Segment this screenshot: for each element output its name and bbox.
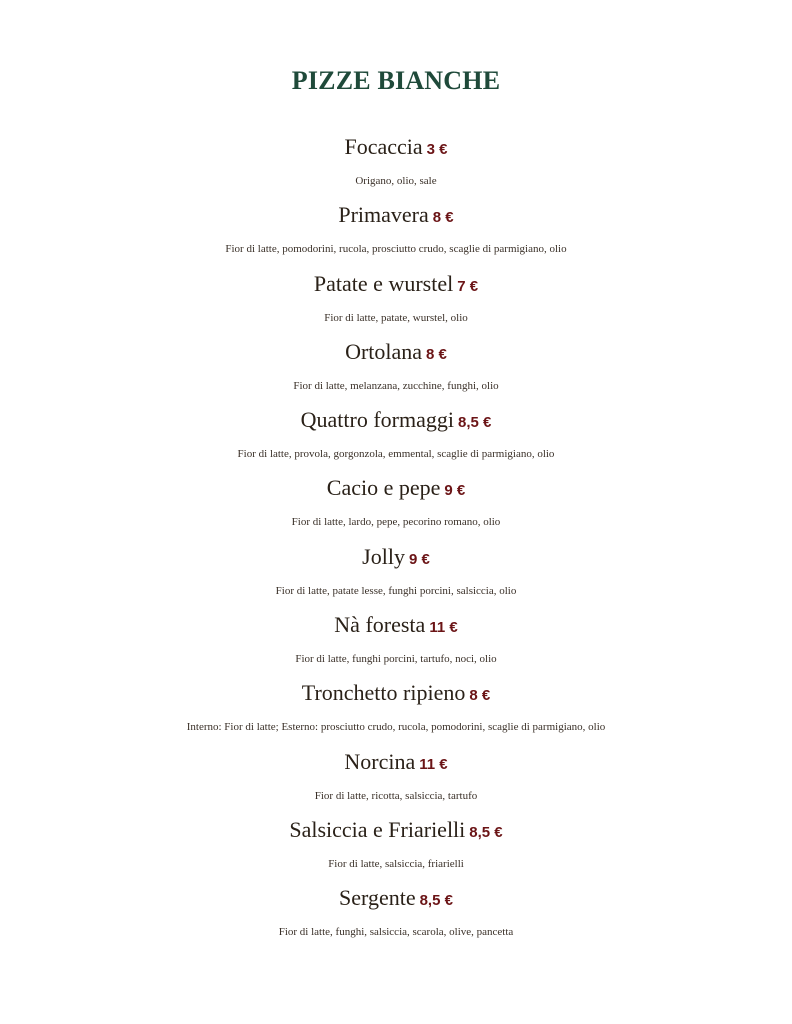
item-name: Cacio e pepe bbox=[326, 475, 441, 501]
menu-item bbox=[0, 267, 792, 335]
item-price: 8 € bbox=[426, 345, 447, 363]
menu-item bbox=[0, 540, 792, 608]
item-description: Interno: Fior di latte; Esterno: prosciutto crudo, rucola, pomodorini, scaglie di parmigiano, olio bbox=[186, 721, 606, 734]
item-price: 8 € bbox=[432, 209, 454, 227]
item-description: Fior di latte, ricotta, salsiccia, tartufo bbox=[314, 789, 478, 802]
menu-item bbox=[0, 881, 792, 949]
menu-item bbox=[0, 676, 792, 744]
item-price: 7 € bbox=[457, 277, 479, 295]
item-name: Focaccia bbox=[344, 134, 423, 159]
item-name: Quattro formaggi bbox=[300, 407, 454, 433]
menu-item bbox=[0, 471, 792, 539]
menu-item bbox=[0, 745, 792, 813]
item-description: Fior di latte, patate, wurstel, olio bbox=[324, 311, 468, 324]
menu-item bbox=[0, 130, 792, 198]
item-price: 9 € bbox=[444, 482, 466, 500]
item-name: Primavera bbox=[338, 202, 429, 228]
item-price: 8,5 € bbox=[419, 892, 453, 910]
menu-item bbox=[0, 198, 792, 266]
menu-item bbox=[0, 403, 792, 471]
item-name: Ortolana bbox=[345, 338, 423, 364]
item-name: Tronchetto ripieno bbox=[301, 680, 466, 706]
item-name: Nà foresta bbox=[334, 612, 426, 638]
item-price: 8,5 € bbox=[457, 414, 492, 432]
item-price: 8,5 € bbox=[469, 823, 503, 841]
item-price: 11 € bbox=[429, 619, 458, 637]
item-description: Fior di latte, patate lesse, funghi porcini, salsiccia, olio bbox=[275, 584, 517, 597]
item-description: Fior di latte, salsiccia, friarielli bbox=[328, 857, 464, 870]
item-description: Fior di latte, funghi, salsiccia, scarola, olive, pancetta bbox=[278, 926, 514, 939]
page-title: PIZZE BIANCHE bbox=[291, 66, 501, 95]
item-price: 3 € bbox=[426, 141, 448, 158]
item-description: Origano, olio, sale bbox=[355, 175, 437, 187]
item-name: Patate e wurstel bbox=[313, 270, 454, 296]
item-name: Sergente bbox=[339, 885, 416, 911]
item-name: Jolly bbox=[362, 543, 405, 569]
item-name: Norcina bbox=[344, 748, 416, 774]
item-price: 11 € bbox=[419, 755, 448, 773]
item-description: Fior di latte, funghi porcini, tartufo, noci, olio bbox=[295, 653, 497, 666]
item-description: Fior di latte, melanzana, zucchine, funghi, olio bbox=[293, 379, 499, 392]
item-name: Salsiccia e Friarielli bbox=[289, 816, 466, 842]
item-price: 9 € bbox=[408, 550, 430, 568]
item-description: Fior di latte, pomodorini, rucola, prosciutto crudo, scaglie di parmigiano, olio bbox=[225, 243, 567, 256]
menu-item bbox=[0, 608, 792, 676]
menu-item bbox=[0, 813, 792, 881]
item-description: Fior di latte, lardo, pepe, pecorino romano, olio bbox=[291, 516, 501, 529]
menu-item bbox=[0, 335, 792, 403]
menu-list bbox=[0, 130, 792, 950]
item-price: 8 € bbox=[469, 687, 491, 705]
item-description: Fior di latte, provola, gorgonzola, emmental, scaglie di parmigiano, olio bbox=[237, 448, 555, 461]
